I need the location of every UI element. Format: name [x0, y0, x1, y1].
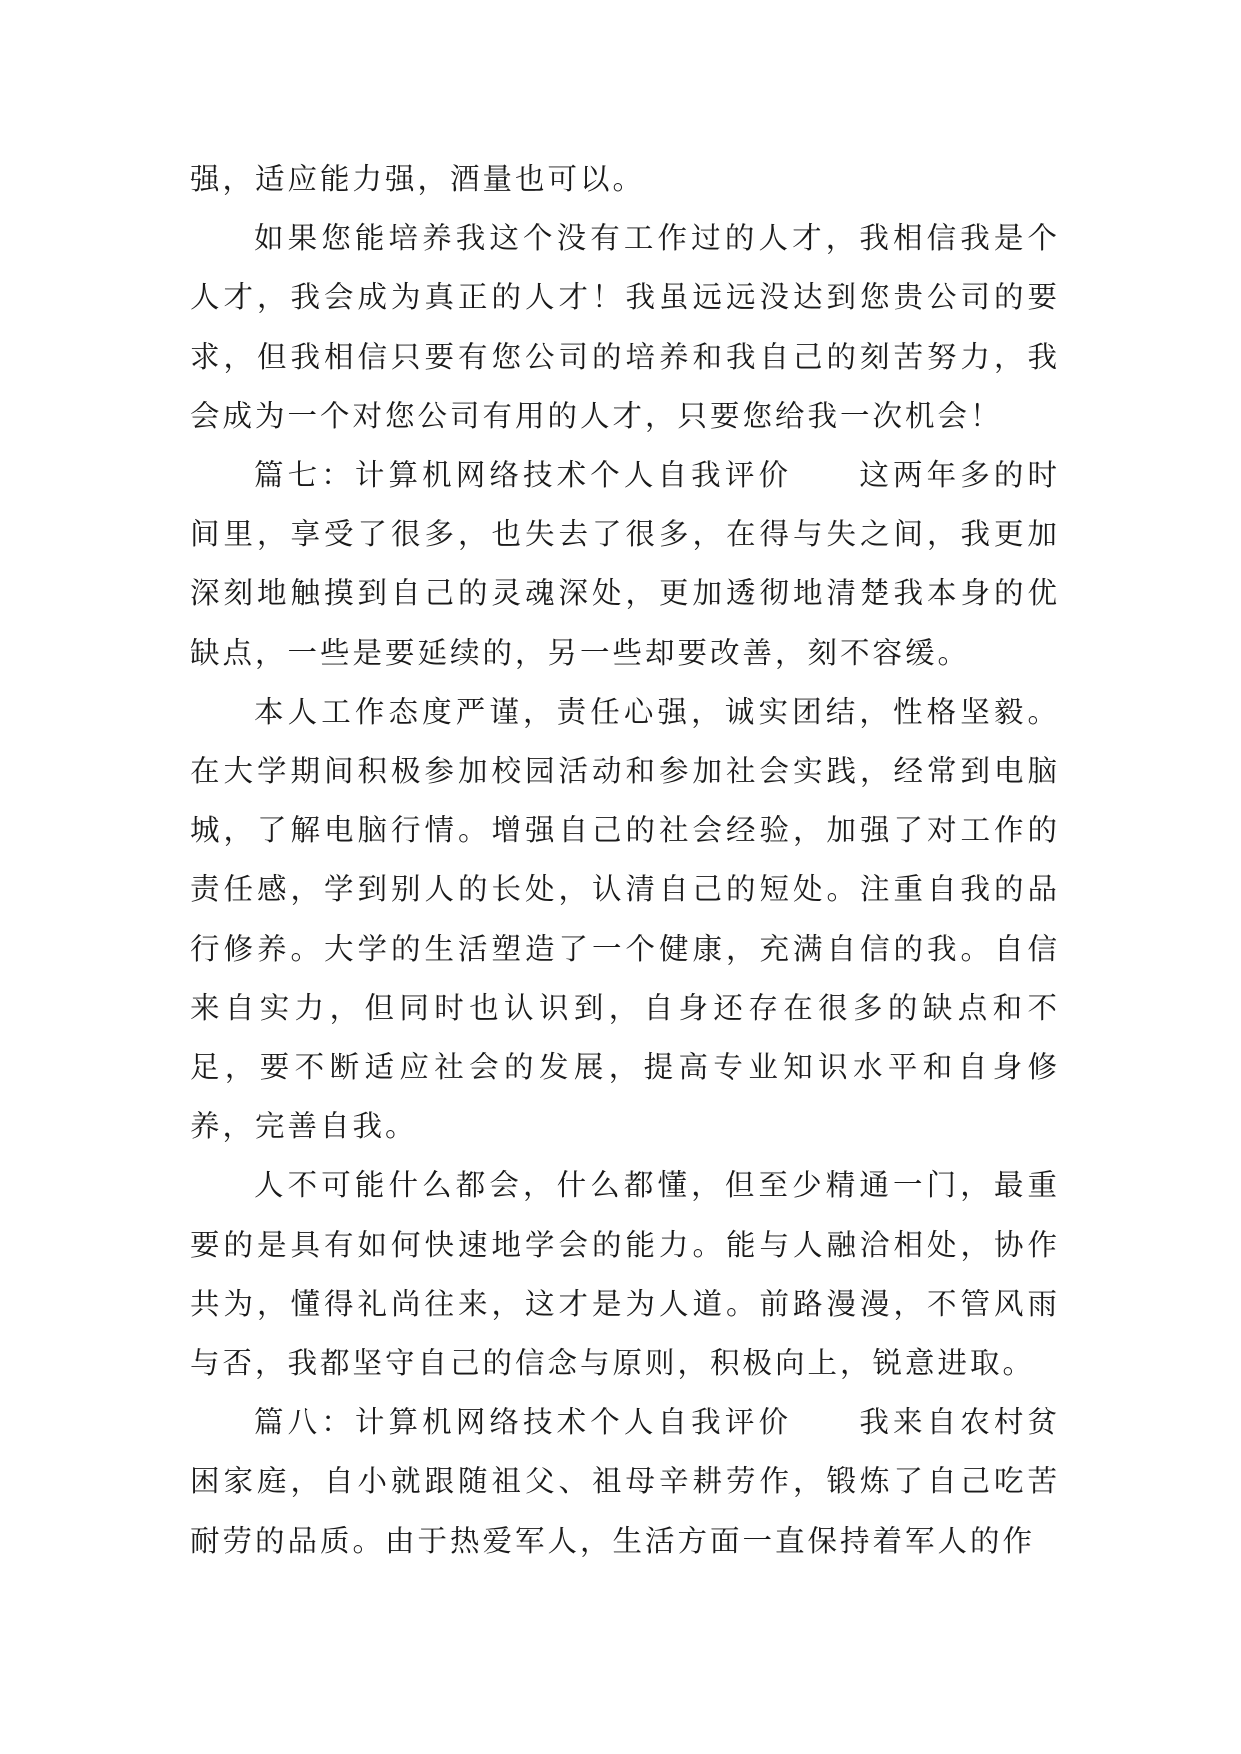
paragraph-2: 如果您能培养我这个没有工作过的人才，我相信我是个人才，我会成为真正的人才！我虽远远没达到您贵公司的要求，但我相信只要有您公司的培养和我自己的刻苦努力，我会成为一个对您公司有用的人才，只要您给我一次机会！ [190, 221, 1060, 433]
paragraph-4: 本人工作态度严谨，责任心强，诚实团结，性格坚毅。在大学期间积极参加校园活动和参加社会实践，经常到电脑城，了解电脑行情。增强自己的社会经验，加强了对工作的责任感，学到别人的长处，认清自己的短处。注重自我的品行修养。大学的生活塑造了一个健康，充满自信的我。自信来自实力，但同时也认识到，自身还存在很多的缺点和不足，要不断适应社会的发展，提高专业知识水平和自身修养，完善自我。 [190, 694, 1060, 1144]
paragraph-1: 强，适应能力强，酒量也可以。 [190, 162, 646, 196]
document-body [190, 150, 1060, 1571]
paragraph-6-section-eight: 篇八：计算机网络技术个人自我评价 我来自农村贫困家庭，自小就跟随祖父、祖母辛耕劳作，锻炼了自己吃苦耐劳的品质。由于热爱军人，生活方面一直保持着军人的作 [190, 1405, 1060, 1558]
paragraph-5: 人不可能什么都会，什么都懂，但至少精通一门，最重要的是具有如何快速地学会的能力。能与人融洽相处，协作共为，懂得礼尚往来，这才是为人道。前路漫漫，不管风雨与否，我都坚守自己的信念与原则，积极向上，锐意进取。 [190, 1168, 1060, 1381]
paragraph-3-section-seven: 篇七：计算机网络技术个人自我评价 这两年多的时间里，享受了很多，也失去了很多，在得与失之间，我更加深刻地触摸到自己的灵魂深处，更加透彻地清楚我本身的优缺点，一些是要延续的，另一些却要改善，刻不容缓。 [190, 458, 1060, 670]
